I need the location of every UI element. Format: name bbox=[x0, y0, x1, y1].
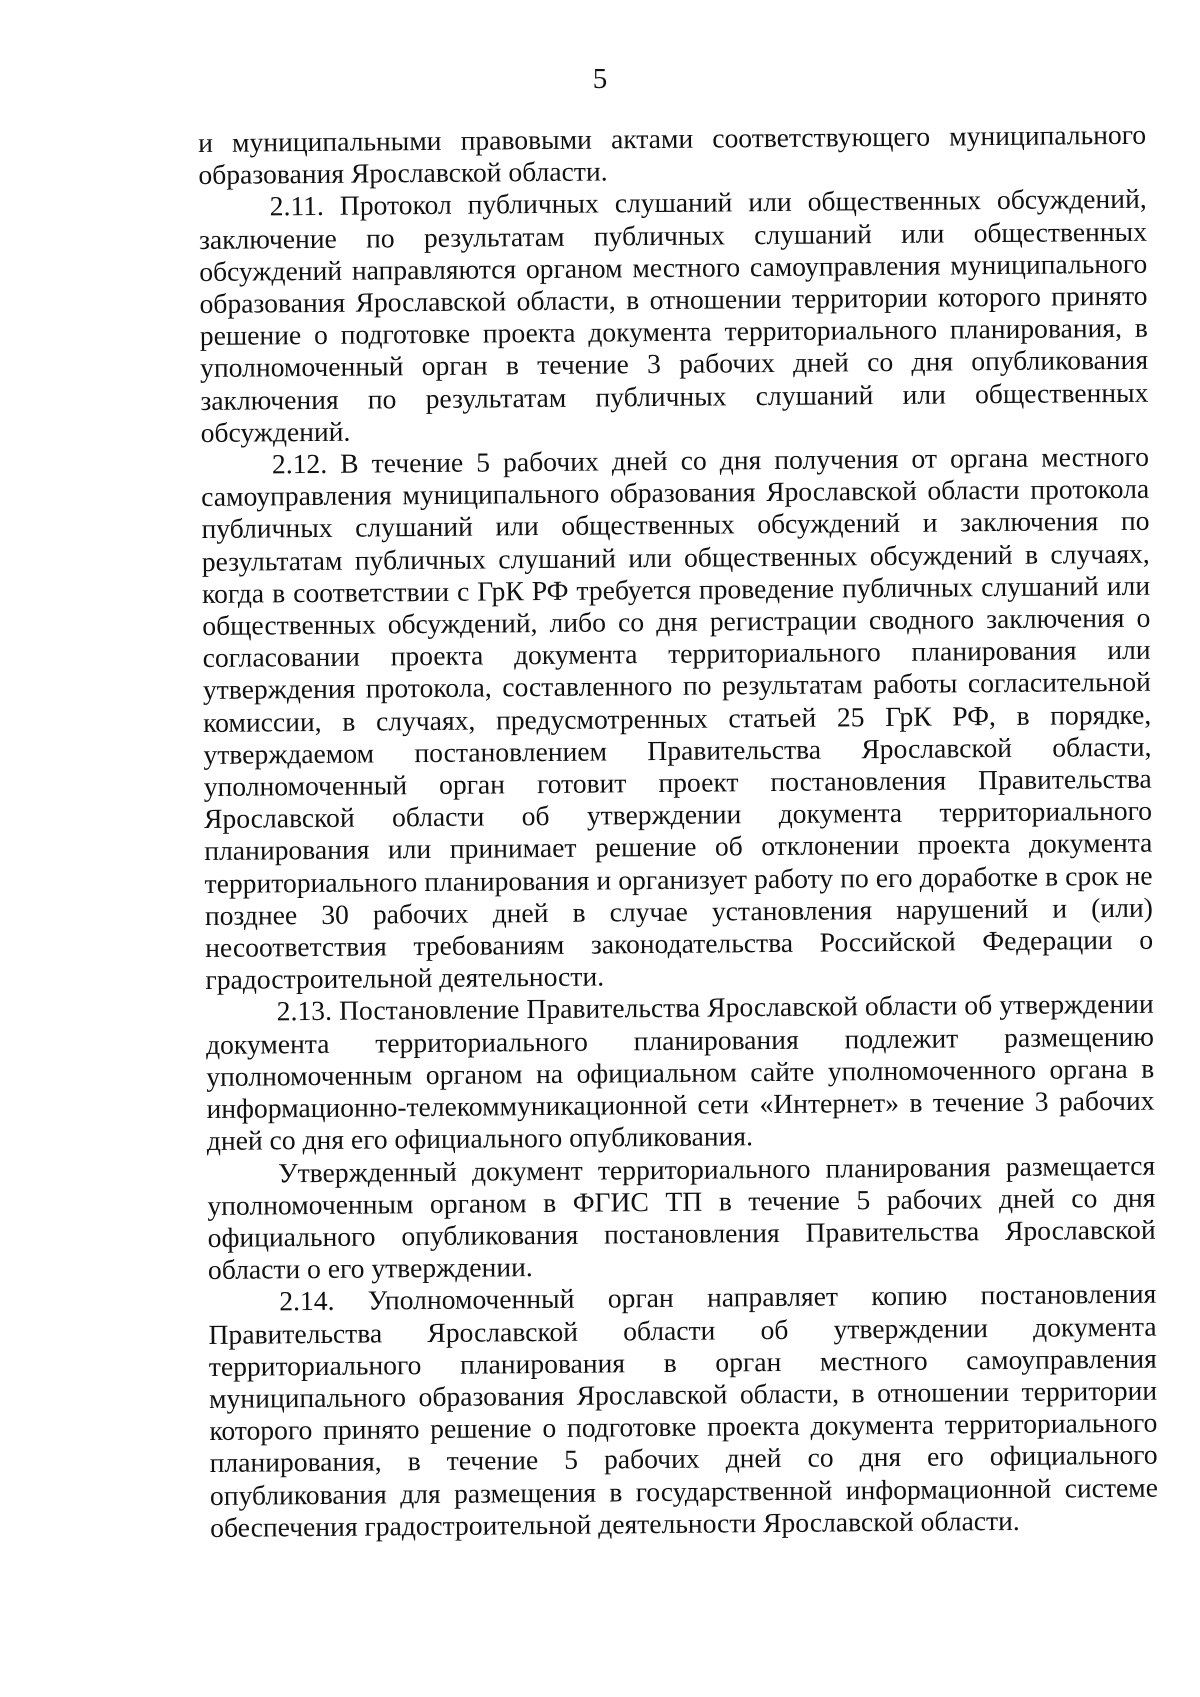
paragraph-2-14: 2.14. Уполномоченный орган направляет копию постановления Правительства Ярославской области об утверждении документа территориального планирования в орган местного самоуправления муниципального образования Ярославской области, в отношении территории которого принято решение о подготовке проекта документа территориального планирования, в течение 5 рабочих дней со дня его официального опубликования для размещения в государственной информационной системе обеспечения градостроительной деятельности Ярославской области. bbox=[208, 1277, 1159, 1543]
paragraph-2-12: 2.12. В течение 5 рабочих дней со дня получения от органа местного самоуправления муниципального образования Ярославской области протокола публичных слушаний или общественных обсуждений и заключения по результатам публичных слушаний или общественных обсуждений в случаях, когда в соответствии с ГрК РФ требуется проведение публичных слушаний или общественных обсуждений, либо со дня регистрации сводного заключения о согласовании проекта документа территориального планирования или утверждения протокола, составленного по результатам работы согласительной комиссии, в случаях, предусмотренных статьей 25 ГрК РФ, в порядке, утверждаемом постановлением Правительства Ярославской области, уполномоченный орган готовит проект постановления Правительства Ярославской области об утверждении документа территориального планирования или принимает решение об отклонении проекта документа территориального планирования и организует работу по его доработке в срок не позднее 30 рабочих дней в случае установления нарушений и (или) несоответствия требованиям законодательства Российской Федерации о градостроительной деятельности. bbox=[201, 440, 1154, 996]
paragraph-continuation: и муниципальными правовыми актами соответствующего муниципального образования Ярославской области. bbox=[198, 118, 1147, 191]
page-number: 5 bbox=[592, 63, 608, 95]
paragraph-2-13-continued: Утвержденный документ территориального планирования размещается уполномоченным органом в ФГИС ТП в течение 5 рабочих дней со дня официального опубликования постановления Правительства Ярославской области о его утверждении. bbox=[207, 1149, 1156, 1286]
document-body bbox=[198, 119, 1158, 1544]
paragraph-2-11: 2.11. Протокол публичных слушаний или общественных обсуждений, заключение по результатам публичных слушаний или общественных обсуждений направляются органом местного самоуправления муниципального образования Ярославской области, в отношении территории которого принято решение о подготовке проекта документа территориального планирования, в уполномоченный орган в течение 3 рабочих дней со дня опубликования заключения по результатам публичных слушаний или общественных обсуждений. bbox=[198, 183, 1149, 448]
paragraph-2-13: 2.13. Постановление Правительства Ярославской области об утверждении документа территориального планирования подлежит размещению уполномоченным органом на официальном сайте уполномоченного органа в информационно-телекоммуникационной сети «Интернет» в течение 3 рабочих дней со дня его официального опубликования. bbox=[205, 988, 1155, 1157]
